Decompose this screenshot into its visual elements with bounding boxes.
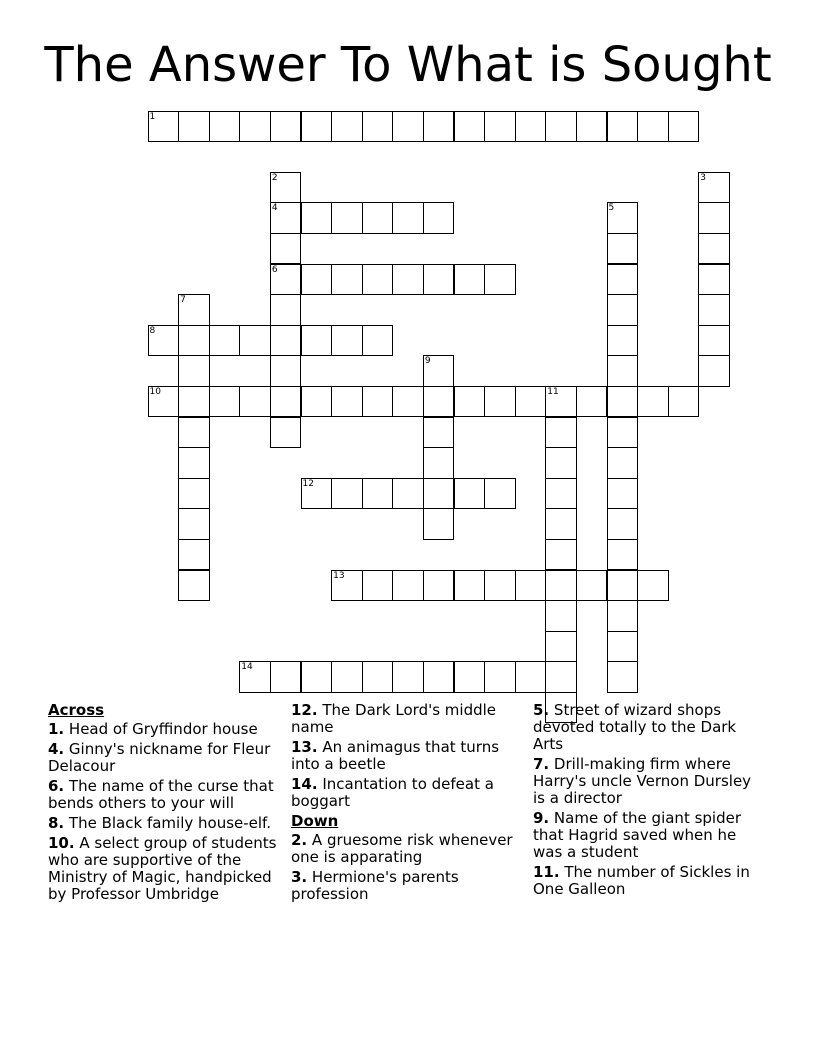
grid-cell[interactable]: [209, 325, 241, 357]
clue-text: Hermione's parents profession: [291, 868, 459, 903]
clue-text: Drill-making firm where Harry's uncle Vernon Dursley is a director: [533, 755, 752, 807]
grid-cell[interactable]: [454, 570, 486, 602]
grid-cell[interactable]: [423, 661, 455, 693]
clue-number: 5.: [533, 701, 550, 719]
grid-cell[interactable]: [698, 172, 730, 204]
grid-cell[interactable]: [270, 417, 302, 449]
down-clue-9: [533, 810, 765, 861]
grid-cell[interactable]: [209, 386, 241, 418]
grid-cell[interactable]: [362, 661, 394, 693]
grid-cell[interactable]: [178, 570, 210, 602]
across-clue-8: [48, 815, 280, 832]
grid-cell[interactable]: [178, 417, 210, 449]
grid-cell[interactable]: [331, 661, 363, 693]
cell-number: 3: [700, 172, 707, 183]
grid-cell[interactable]: [698, 233, 730, 265]
grid-cell[interactable]: [698, 202, 730, 234]
grid-cell[interactable]: [178, 355, 210, 387]
clue-number: 10.: [48, 834, 75, 852]
grid-cell[interactable]: [392, 111, 424, 143]
grid-cell[interactable]: [392, 661, 424, 693]
clue-column-1: [48, 702, 280, 906]
cell-number: 11: [547, 386, 559, 397]
across-clue-13: [291, 739, 513, 773]
grid-cell[interactable]: [576, 386, 608, 418]
clue-number: 2.: [291, 831, 308, 849]
grid-cell[interactable]: [362, 325, 394, 357]
grid-cell[interactable]: [301, 386, 333, 418]
grid-cell[interactable]: [607, 661, 639, 693]
grid-cell[interactable]: [239, 661, 271, 693]
clue-number: 12.: [291, 701, 318, 719]
grid-cell[interactable]: [178, 478, 210, 510]
grid-cell[interactable]: [545, 508, 577, 540]
grid-cell[interactable]: [607, 233, 639, 265]
grid-cell[interactable]: [607, 202, 639, 234]
grid-cell[interactable]: [423, 447, 455, 479]
grid-cell[interactable]: [698, 264, 730, 296]
clue-text: An animagus that turns into a beetle: [291, 738, 500, 773]
grid-cell[interactable]: [698, 355, 730, 387]
grid-cell[interactable]: [362, 202, 394, 234]
across-clue-12: [291, 702, 513, 736]
clue-text: The Black family house-elf.: [68, 814, 272, 832]
grid-cell[interactable]: [698, 325, 730, 357]
grid-cell[interactable]: [331, 111, 363, 143]
grid-cell[interactable]: [148, 111, 180, 143]
grid-cell[interactable]: [515, 111, 547, 143]
grid-cell[interactable]: [484, 661, 516, 693]
grid-cell[interactable]: [362, 386, 394, 418]
grid-cell[interactable]: [362, 570, 394, 602]
grid-cell[interactable]: [607, 631, 639, 663]
grid-cell[interactable]: [607, 264, 639, 296]
grid-cell[interactable]: [270, 202, 302, 234]
grid-cell[interactable]: [301, 111, 333, 143]
grid-cell[interactable]: [423, 417, 455, 449]
grid-cell[interactable]: [239, 325, 271, 357]
grid-cell[interactable]: [178, 539, 210, 571]
clue-number: 9.: [533, 809, 550, 827]
grid-cell[interactable]: [423, 386, 455, 418]
grid-cell[interactable]: [270, 661, 302, 693]
clue-text: Head of Gryffindor house: [68, 720, 258, 738]
grid-cell[interactable]: [484, 478, 516, 510]
clue-text: A gruesome risk whenever one is apparating: [291, 831, 513, 866]
cell-number: 9: [424, 356, 431, 367]
cell-number: 10: [149, 386, 161, 397]
cell-number: 6: [271, 264, 278, 275]
clue-text: A select group of students who are supportive of the Ministry of Magic, handpicked by Professor Umbridge: [48, 834, 277, 903]
cell-number: 1: [149, 111, 156, 122]
grid-cell[interactable]: [454, 478, 486, 510]
grid-cell[interactable]: [454, 661, 486, 693]
grid-cell[interactable]: [301, 264, 333, 296]
grid-cell[interactable]: [239, 386, 271, 418]
clue-text: Street of wizard shops devoted totally to the Dark Arts: [533, 701, 737, 753]
across-clue-1: [48, 721, 280, 738]
grid-cell[interactable]: [607, 111, 639, 143]
grid-cell[interactable]: [545, 570, 577, 602]
grid-cell[interactable]: [362, 111, 394, 143]
grid-cell[interactable]: [392, 570, 424, 602]
grid-cell[interactable]: [576, 111, 608, 143]
clue-number: 7.: [533, 755, 550, 773]
grid-cell[interactable]: [454, 386, 486, 418]
grid-cell[interactable]: [423, 570, 455, 602]
grid-cell[interactable]: [637, 386, 669, 418]
across-clue-14: [291, 776, 513, 810]
grid-cell[interactable]: [607, 508, 639, 540]
across-heading: Across: [48, 701, 105, 719]
grid-cell[interactable]: [515, 570, 547, 602]
grid-cell[interactable]: [607, 539, 639, 571]
clue-number: 6.: [48, 777, 65, 795]
grid-cell[interactable]: [545, 631, 577, 663]
grid-cell[interactable]: [545, 600, 577, 632]
grid-cell[interactable]: [607, 355, 639, 387]
clue-number: 13.: [291, 738, 318, 756]
cell-number: 5: [608, 203, 615, 214]
clue-number: 11.: [533, 863, 560, 881]
cell-number: 8: [149, 325, 156, 336]
grid-cell[interactable]: [576, 570, 608, 602]
clue-text: Incantation to defeat a boggart: [291, 775, 494, 810]
grid-cell[interactable]: [301, 325, 333, 357]
grid-cell[interactable]: [178, 294, 210, 326]
grid-cell[interactable]: [239, 111, 271, 143]
grid-cell[interactable]: [423, 264, 455, 296]
clue-column-2: [291, 702, 513, 906]
grid-cell[interactable]: [331, 386, 363, 418]
grid-cell[interactable]: [484, 386, 516, 418]
grid-cell[interactable]: [392, 202, 424, 234]
grid-cell[interactable]: [301, 478, 333, 510]
grid-cell[interactable]: [423, 508, 455, 540]
clue-text: Ginny's nickname for Fleur Delacour: [48, 740, 271, 775]
grid-cell[interactable]: [270, 355, 302, 387]
grid-cell[interactable]: [270, 294, 302, 326]
grid-cell[interactable]: [392, 386, 424, 418]
grid-cell[interactable]: [545, 661, 577, 693]
cell-number: 14: [241, 662, 253, 673]
grid-cell[interactable]: [607, 478, 639, 510]
down-heading: Down: [291, 812, 339, 830]
grid-cell[interactable]: [545, 111, 577, 143]
grid-cell[interactable]: [454, 111, 486, 143]
grid-cell[interactable]: [607, 325, 639, 357]
grid-cell[interactable]: [178, 508, 210, 540]
grid-cell[interactable]: [392, 264, 424, 296]
cell-number: 7: [180, 295, 186, 306]
grid-cell[interactable]: [484, 264, 516, 296]
grid-cell[interactable]: [178, 111, 210, 143]
grid-cell[interactable]: [301, 661, 333, 693]
grid-cell[interactable]: [607, 570, 639, 602]
grid-cell[interactable]: [209, 111, 241, 143]
grid-cell[interactable]: [423, 478, 455, 510]
clue-text: The Dark Lord's middle name: [291, 701, 497, 736]
grid-cell[interactable]: [270, 325, 302, 357]
grid-cell[interactable]: [545, 386, 577, 418]
cell-number: 2: [271, 172, 278, 183]
grid-cell[interactable]: [270, 111, 302, 143]
grid-cell[interactable]: [331, 325, 363, 357]
grid-cell[interactable]: [331, 202, 363, 234]
grid-cell[interactable]: [607, 294, 639, 326]
grid-cell[interactable]: [178, 447, 210, 479]
grid-cell[interactable]: [423, 111, 455, 143]
down-clue-11: [533, 864, 765, 898]
grid-cell[interactable]: [607, 386, 639, 418]
down-clue-5: [533, 702, 765, 753]
across-clue-6: [48, 778, 280, 812]
grid-cell[interactable]: [362, 478, 394, 510]
grid-cell[interactable]: [178, 386, 210, 418]
grid-cell[interactable]: [484, 570, 516, 602]
across-clue-10: [48, 835, 280, 903]
down-clue-7: [533, 756, 765, 807]
grid-cell[interactable]: [607, 447, 639, 479]
down-clue-3: [291, 869, 513, 903]
cell-number: 4: [271, 203, 278, 214]
clue-text: Name of the giant spider that Hagrid saved when he was a student: [533, 809, 742, 861]
grid-cell[interactable]: [270, 264, 302, 296]
grid-cell[interactable]: [637, 570, 669, 602]
puzzle-title: The Answer To What is Sought: [44, 37, 772, 93]
grid-cell[interactable]: [331, 478, 363, 510]
grid-cell[interactable]: [392, 478, 424, 510]
clue-number: 14.: [291, 775, 318, 793]
grid-cell[interactable]: [545, 478, 577, 510]
grid-cell[interactable]: [515, 386, 547, 418]
grid-cell[interactable]: [270, 172, 302, 204]
across-clue-4: [48, 741, 280, 775]
clue-text: The name of the curse that bends others to your will: [48, 777, 274, 812]
grid-cell[interactable]: [270, 386, 302, 418]
grid-cell[interactable]: [362, 264, 394, 296]
grid-cell[interactable]: [423, 355, 455, 387]
grid-cell[interactable]: [545, 447, 577, 479]
grid-cell[interactable]: [301, 202, 333, 234]
grid-cell[interactable]: [637, 111, 669, 143]
grid-cell[interactable]: [668, 386, 700, 418]
clue-text: The number of Sickles in One Galleon: [533, 863, 750, 898]
grid-cell[interactable]: [331, 570, 363, 602]
down-clue-2: [291, 832, 513, 866]
grid-cell[interactable]: [607, 417, 639, 449]
grid-cell[interactable]: [331, 264, 363, 296]
grid-cell[interactable]: [607, 600, 639, 632]
cell-number: 12: [302, 478, 314, 489]
grid-cell[interactable]: [515, 661, 547, 693]
grid-cell[interactable]: [484, 111, 516, 143]
grid-cell[interactable]: [545, 417, 577, 449]
grid-cell[interactable]: [148, 325, 180, 357]
grid-cell[interactable]: [270, 233, 302, 265]
clue-number: 4.: [48, 740, 65, 758]
clue-column-3: [533, 702, 765, 901]
grid-cell[interactable]: [178, 325, 210, 357]
grid-cell[interactable]: [148, 386, 180, 418]
clue-number: 8.: [48, 814, 65, 832]
clue-number: 3.: [291, 868, 308, 886]
clue-number: 1.: [48, 720, 65, 738]
grid-cell[interactable]: [423, 202, 455, 234]
grid-cell[interactable]: [545, 539, 577, 571]
grid-cell[interactable]: [454, 264, 486, 296]
cell-number: 13: [333, 570, 345, 581]
grid-cell[interactable]: [668, 111, 700, 143]
grid-cell[interactable]: [698, 294, 730, 326]
